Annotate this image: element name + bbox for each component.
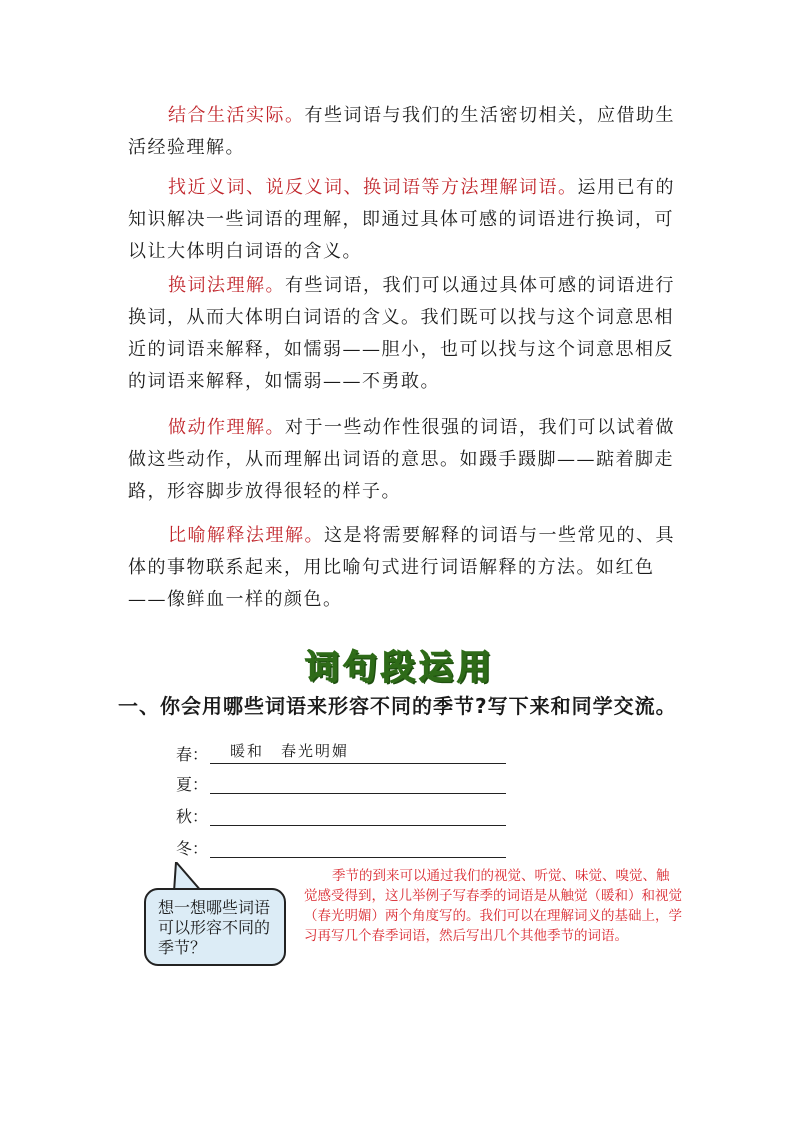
section-heading: 词句段运用 — [305, 648, 495, 688]
paragraph-body: 这是将需要解释的词语与一些常见的、具体的事物联系起来，用比喻句式进行词语解释的方法。如红色——像鲜血一样的颜色。 — [128, 525, 675, 610]
paragraph-metaphor — [128, 520, 676, 616]
season-answer-field[interactable] — [210, 770, 506, 794]
season-label: 冬： — [176, 839, 209, 858]
season-answer-field[interactable] — [210, 802, 506, 826]
season-label: 秋： — [176, 807, 209, 826]
paragraph-lead: 结合生活实际。 — [168, 105, 305, 126]
season-row-spring — [176, 738, 506, 768]
season-answer-field[interactable] — [210, 834, 506, 858]
paragraph-lead: 找近义词、说反义词、换词语等方法理解词语。 — [168, 177, 578, 198]
paragraph-lead: 换词法理解。 — [168, 275, 285, 296]
season-label: 春： — [176, 745, 209, 764]
paragraph-body: 运用已有的知识解决一些词语的理解，即通过具体可感的词语进行换词，可以让大体明白词语的含义。 — [128, 177, 675, 262]
teacher-note: 季节的到来可以通过我们的视觉、听觉、味觉、嗅觉、触觉感受得到，这儿举例子写春季的词语是从触觉（暖和）和视觉（春光明媚）两个角度写的。我们可以在理解词义的基础上，学习再写几个春季词语，然后写出几个其他季节的词语。 — [304, 868, 682, 944]
paragraph-body: 有些词语与我们的生活密切相关，应借助生活经验理解。 — [128, 105, 675, 158]
season-label: 夏： — [176, 775, 209, 794]
season-answer-field[interactable]: 暖和 春光明媚 — [210, 740, 506, 764]
exercise-question: 一、你会用哪些词语来形容不同的季节?写下来和同学交流。 — [118, 694, 677, 718]
paragraph-lead: 做动作理解。 — [168, 417, 285, 438]
paragraph-body: 有些词语，我们可以通过具体可感的词语进行换词，从而大体明白词语的含义。我们既可以找与这个词意思相近的词语来解释，如懦弱——胆小，也可以找与这个词意思相反的词语来解释，如懦弱——不勇敢。 — [128, 275, 675, 392]
season-row-summer — [176, 768, 506, 798]
paragraph-lead: 比喻解释法理解。 — [168, 525, 324, 546]
speech-bubble-text: 想一想哪些词语可以形容不同的季节？ — [158, 898, 271, 957]
paragraph-body: 对于一些动作性很强的词语，我们可以试着做做这些动作，从而理解出词语的意思。如蹑手蹑脚——踮着脚走路，形容脚步放得很轻的样子。 — [128, 417, 675, 502]
paragraph-synonyms-antonyms — [128, 172, 676, 268]
paragraph-substitution — [128, 270, 676, 398]
season-row-winter — [176, 832, 506, 862]
season-row-autumn — [176, 800, 506, 830]
paragraph-action — [128, 412, 676, 508]
paragraph-life-experience — [128, 100, 676, 164]
speech-bubble — [144, 888, 286, 966]
